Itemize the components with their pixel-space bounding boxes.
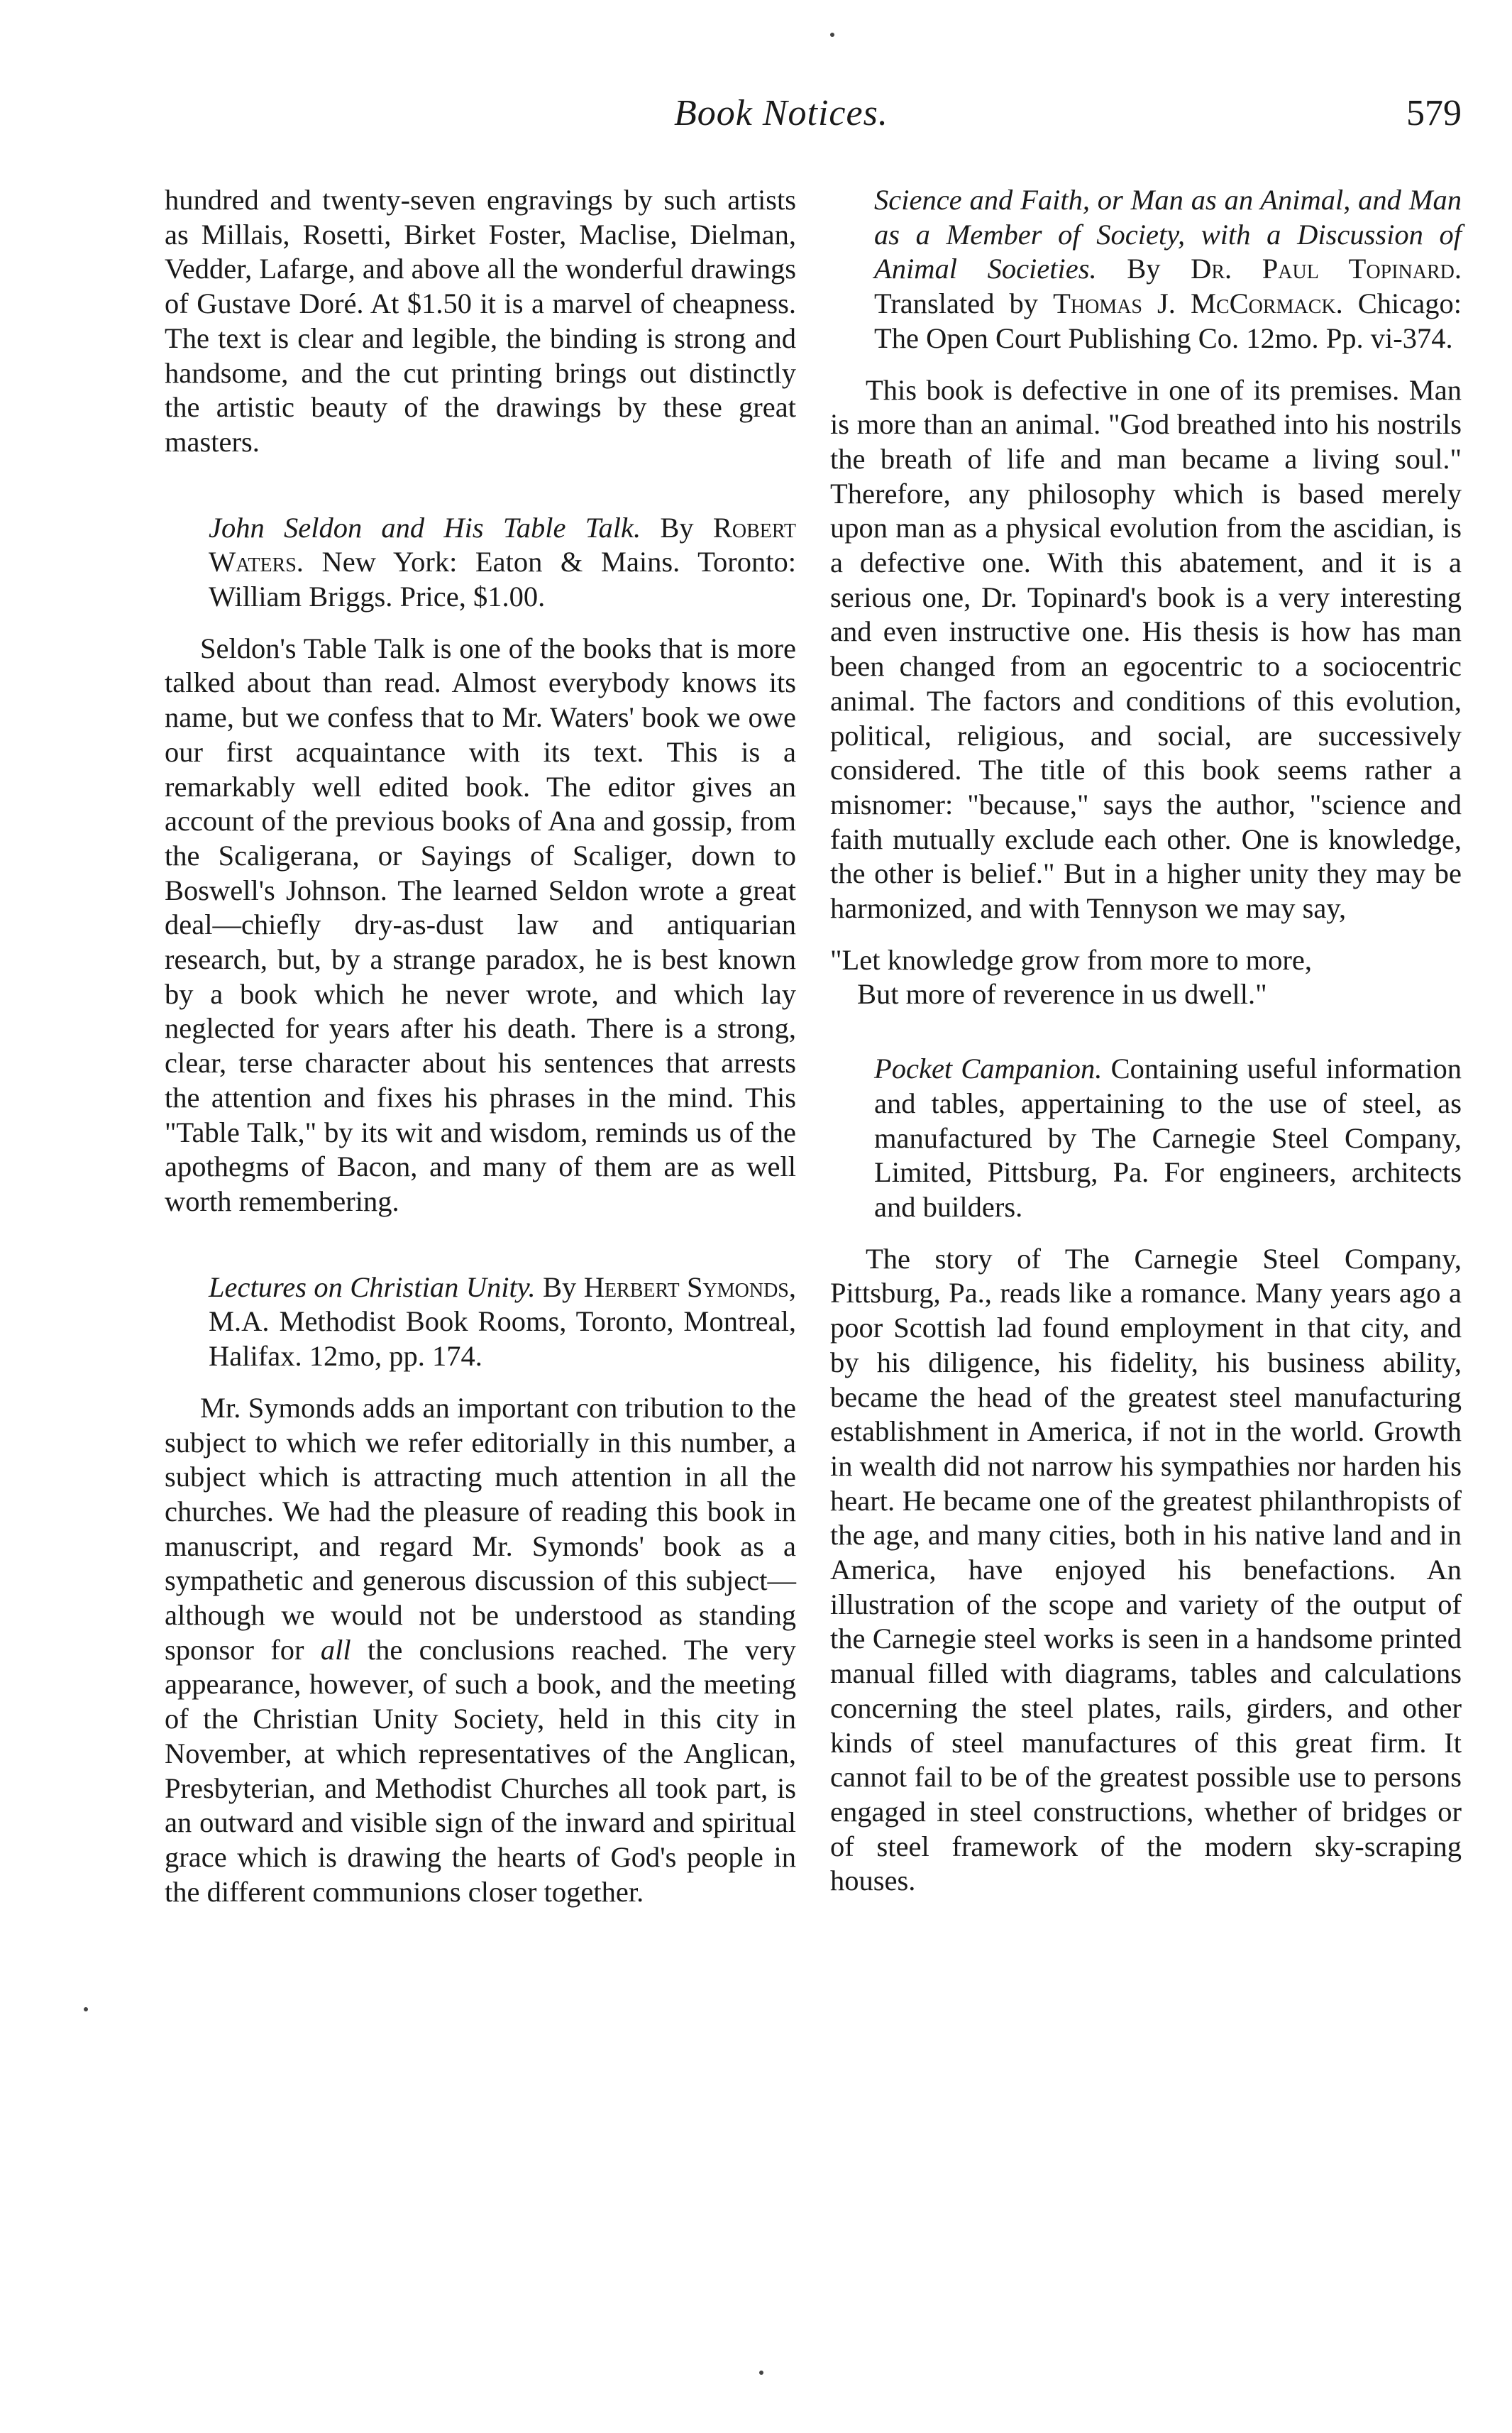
entry-author: Dr. Paul Topinard.: [1191, 253, 1462, 285]
entry-description: Containing useful information and tables, appertaining to the use of steel, as manufactured by The Carnegie Steel Company, Limited, Pittsburg, Pa. For engineers, architects and builders.: [874, 1053, 1462, 1223]
print-speck: [759, 2371, 763, 2375]
page-header: [163, 85, 1462, 142]
entry-publisher: Chicago: The Open Court Publishing Co. 12mo. Pp. vi-374.: [874, 287, 1462, 354]
entry-heading-pocket-companion: [830, 1052, 1462, 1225]
entry-body-christian-unity: Mr. Symonds adds an important con tribution to the subject to which we refer editorially in this number, a subject which is attracting much attention in all the churches. We had the pleasure of reading this book in manuscript, and regard Mr. Symonds' book as a sympathetic and generous discussion of this subject—although we would not be understood as standing sponsor for all the conclusions reached. The very appearance, however, of such a book, and the meeting of the Christian Unity Society, held in this city in November, at which representatives of the Anglican, Presbyterian, and Methodist Churches all took part, is an outward and visible sign of the inward and spiritual grace which is drawing the hearts of God's people in the different communions closer together.: [165, 1391, 796, 1908]
entry-publisher: New York: Eaton & Mains. Toronto: William Briggs. Price, $1.00.: [209, 546, 797, 613]
page-number: 579: [1406, 93, 1462, 133]
entry-title: Lectures on Christian Unity.: [209, 1270, 536, 1303]
left-column: [165, 183, 796, 1909]
continued-paragraph: hundred and twenty-seven engravings by such artists as Millais, Rosetti, Birket Foster, Maclise, Dielman, Vedder, Lafarge, and above all the wonderful drawings of Gustave Doré. At $1.50 it is a marvel of cheapness. The text is clear and legible, the binding is strong and handsome, and the cut printing brings out distinctly the artistic beauty of the drawings by these great masters.: [165, 184, 796, 458]
print-speck: [84, 2007, 88, 2011]
entry-heading-seldon: John Seldon and His Table Talk. By Robert Waters. New York: Eaton & Mains. Toronto: William Briggs. Price, $1.00.: [209, 511, 797, 613]
entry-heading-christian-unity: Lectures on Christian Unity. By Herbert Symonds, M.A. Methodist Book Rooms, Toronto, Montreal, Halifax. 12mo, pp. 174.: [209, 1270, 797, 1373]
entry-publisher: Methodist Book Rooms, Toronto, Montreal, Halifax. 12mo, pp. 174.: [209, 1305, 797, 1373]
entry-title: John Seldon and His Table Talk.: [209, 511, 641, 544]
verse-line: "Let knowledge grow from more to more,: [830, 943, 1312, 976]
entry-author: Herbert Symonds, M.A.: [209, 1270, 796, 1338]
verse-line: But more of reverence in us dwell.": [857, 978, 1267, 1011]
print-speck: [830, 33, 834, 37]
verse-quote: [830, 943, 1462, 1012]
entry-title: Pocket Campanion.: [874, 1053, 1103, 1085]
entry-translator: Thomas J. McCormack.: [1053, 287, 1343, 320]
entry-body-science-faith: This book is defective in one of its premises. Man is more than an animal. "God breathed into his nostrils the breath of life and man became a living soul." Therefore, any philosophy which is based merely upon man as a physical evolution from the ascidian, is a defective one. With this abatement, and it is a serious one, Dr. Topinard's book is a very interesting and even instructive one. His thesis is how has man been changed from an egocentric to a sociocentric animal. The factors and conditions of this evolution, political, religious, and social, are successively considered. The title of this book seems rather a misnomer: "because," says the author, "science and faith mutually exclude each other. One is knowledge, the other is belief." But in a higher unity they may be harmonized, and with Tennyson we may say,: [830, 373, 1462, 925]
entry-author: Robert Waters.: [209, 511, 797, 578]
emphasis: all: [320, 1633, 351, 1666]
entry-heading-science-faith: Science and Faith, or Man as an Animal, and Man as a Member of Society, with a Discussion of Animal Societies. By Dr. Paul Topinard. Translated by Thomas J. McCormack. Chicago: The Open Court Publishing Co. 12mo. Pp. vi-374.: [874, 184, 1462, 354]
right-column: [830, 183, 1462, 1899]
entry-body-pocket-companion: The story of The Carnegie Steel Company, Pittsburg, Pa., reads like a romance. Many years ago a poor Scottish lad found employment in that city, and by his diligence, his fidelity, his business ability, became the head of the greatest steel manufacturing establishment in America, if not in the world. Growth in wealth did not narrow his sympathies nor harden his heart. He became one of the greatest philanthropists of the age, and many cities, both in his native land and in America, have enjoyed his benefactions. An illustration of the scope and variety of the output of the Carnegie steel works is seen in a handsome printed manual filled with diagrams, tables and calculations concerning the steel plates, rails, girders, and other kinds of steel manufactures of this great firm. It cannot fail to be of the greatest possible use to persons engaged in steel constructions, whether of bridges or of steel framework of the modern sky-scraping houses.: [830, 1242, 1462, 1897]
entry-body-seldon: Seldon's Table Talk is one of the books that is more talked about than read. Almost everybody knows its name, but we confess that to Mr. Waters' book we owe our first acquaintance with its text. This is a remarkably well edited book. The editor gives an account of the previous books of Ana and gossip, from the Scaligerana, or Sayings of Scaliger, down to Boswell's Johnson. The learned Seldon wrote a great deal—chiefly dry-as-dust law and antiquarian research, but, by a strange paradox, he is best known by a book which he never wrote, and which lay neglected for years after his death. There is a strong, clear, terse character about his sentences that arrests the attention and fixes his phrases in the mind. This "Table Talk," by its wit and wisdom, reminds us of the apothegms of Bacon, and many of them are as well worth remembering.: [165, 632, 796, 1217]
running-title: Book Notices.: [674, 93, 888, 133]
entry-title: Science and Faith, or Man as an Animal, and Man as a Member of Society, with a Discussion of Animal Societies.: [874, 184, 1462, 285]
